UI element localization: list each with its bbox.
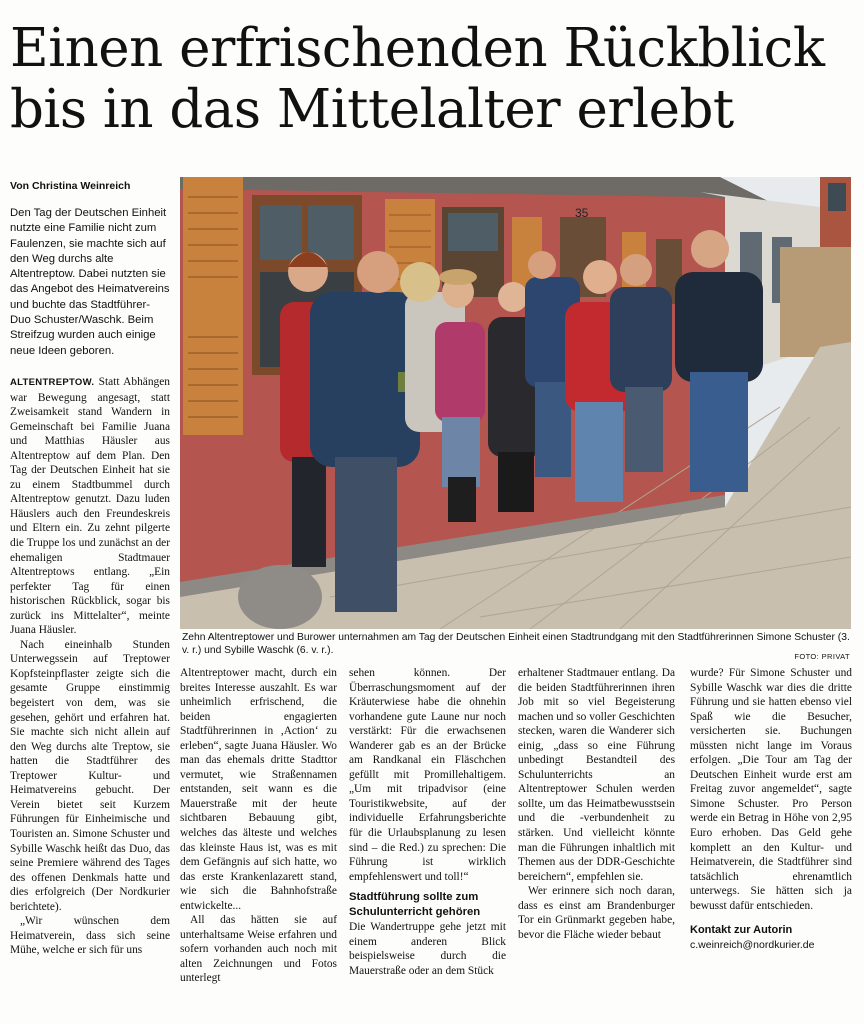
house-number: 35: [575, 206, 589, 220]
paragraph: wurde? Für Simone Schuster und Sybille Waschk war dies die dritte Führung und sie hatten ebenso viel Spaß wie die Besucher, versicherten sie. Buchungen müssten nicht lange im Voraus erfolgen. „Die Tour am Tag der Deutschen Einheit wurde erst am Freitag zuvor angemeldet“, sagte Simone Schuster. Pro Person werde ein Betrag in Höhe von 2,95 Euro erhoben. Das Geld gehe komplett an den Kultur- und Heimatverein, die Stadtführer sind tatsächlich ehrenamtlich unterwegs. Sie hätten sich ja bewusst dafür entschieden.: [690, 667, 852, 912]
paragraph: All das hätten sie auf unterhaltsame Weise erfahren und sofern vorhanden auch noch mit alten Zeichnungen und Fotos unterlegt: [180, 914, 337, 985]
headline-line-2: bis in das Mittelalter erlebt: [10, 79, 734, 140]
subheading: Stadtführung sollte zum Schulunterricht gehören: [349, 891, 481, 918]
text-column-5: [690, 666, 852, 952]
dateline: ALTENTREPTOW.: [10, 377, 95, 388]
byline: Von Christina Weinreich: [10, 180, 131, 192]
paragraph-text: Statt Abhängen war Bewegung angesagt, statt Zweisamkeit stand Wandern in Gemeinschaft bei Familie Juana und Matthias Häusler aus Altentreptow auf dem Plan. Den Tag der Deutschen Einheit hat sie zu einem Stadtbummel durch Altentreptow genutzt. Dazu luden Häuslers auch den Freundeskreis und Eltern ein. Zu zehnt pilgerte die Truppe los und zunächst an der ehemaligen Stadtmauer Altentreptows entlang. „Ein perfekter Tag für einen historischen Rückblick, sogar bis zurück ins Mittelalter“, meinte Juana Häusler.: [10, 376, 170, 637]
paragraph: erhaltener Stadtmauer entlang. Da die beiden Stadtführerinnen ihren Job mit so viel Begeisterung machen und so voller Geschichten stecken, waren die Wanderer sich einig, „dass so eine Führung unbedingt Bestandteil des Schulunterrichts an Altentreptower Schulen werden sollte, um das Heimatbewusstsein und die -verbundenheit zu stärken. Und vielleicht könnte man die Führungen inhaltlich mit Themen aus der DDR-Geschichte bereichern“, empfehlen sie.: [518, 667, 675, 883]
paragraph: Wer erinnere sich noch daran, dass es einst am Brandenburger Tor ein Grünmarkt gegeben habe, bevor die Fläche wieder bebaut: [518, 885, 675, 941]
intro-teaser: Den Tag der Deutschen Einheit nutzte eine Familie nicht zum Faulenzen, sie machte sich auf den Weg durchs alte Altentreptow. Dabei nutzten sie das Angebot des Heimatvereins und buchte das Stadtführer-Duo Schuster/Waschk. Beim Streifzug wurden auch einige neue Ideen geboren.: [10, 207, 170, 357]
text-column-3: [349, 666, 506, 978]
headline: [10, 18, 855, 140]
paragraph: sehen können. Der Überraschungsmoment auf der Kräuterwiese habe die ohnehin vorhandene gute Laune nur noch verstärkt: Für die erwachsenen Wanderer gab es an der Brücke am Randkanal ein Fläschchen gefüllt mit Promillehaltigem. „Um mit tripadvisor (eine Touristikwebsite, auf der individuelle Erfahrungsberichte für die Urlaubsplanung zu lesen sind – die Red.) zu sprechen: Die Führung ist wirklich empfehlenswert und toll!“: [349, 667, 506, 883]
group-photo: [180, 177, 851, 629]
paragraph: Altentreptower macht, durch ein breites Interesse auszahlt. Es war unheimlich erfrischend, die beiden engagierten Stadtführerinnen in ,Action‘ zu erleben“, sagte Juana Häusler. Wo man das ehemals dritte Stadttor vermutet, wie Straßennamen entstanden, seit wann es die Mauerstraße mit der heute sichtbaren Bebauung gibt, welches das älteste und welches das kleinste Haus ist, was es mit dem Gefängnis auf sich hatte, wo das erste Krankenlazarett stand, wie sich die Bahnhofstraße entwickelte...: [180, 667, 337, 912]
text-column-4: [518, 666, 675, 942]
text-column-1: [10, 375, 170, 958]
boulder: [238, 565, 322, 629]
window-shutter-left: [183, 177, 243, 435]
text-column-2: [180, 666, 337, 986]
contact-label: Kontakt zur Autorin: [690, 924, 793, 937]
photo-caption: Zehn Altentreptower und Burower unternahmen am Tag der Deutschen Einheit einen Stadtrundgang mit den Stadtführerinnen Simone Schuster (3. v. r.) und Sybille Waschk (6. v. r.).: [182, 632, 850, 656]
paragraph: Nach eineinhalb Stunden Unterwegssein auf Treptower Kopfsteinpflaster zeigte sich die gesamte Gruppe einstimmig begeistert von dem, was sie gesehen, gehört und erfahren hat. Sie machte sich nicht allein auf den Weg durchs alte Treptow, sie hatten die Stadtführer des Treptower Kultur- und Heimatvereins gebucht. Der Verein bietet seit Kurzem Führungen für Einheimische und Touristen an. Simone Schuster und Sybille Waschk heißt das Duo, das seine Premiere während des Tages des offenen Denkmals hatte und dies erfolgreich (Der Nordkurier berichtete).: [10, 638, 170, 913]
contact-email[interactable]: c.weinreich@nordkurier.de: [690, 938, 815, 951]
paragraph: „Wir wünschen dem Heimatverein, dass sich seine Mühe, welche er sich für uns: [10, 915, 170, 957]
paragraph: Die Wandertruppe gehe jetzt mit einem anderen Blick beispielsweise durch die Mauerstraße oder an dem Stück: [349, 921, 506, 977]
headline-line-1: Einen erfrischenden Rückblick: [10, 18, 825, 79]
paragraph: [10, 375, 170, 638]
photo-credit: FOTO: PRIVAT: [794, 652, 850, 661]
